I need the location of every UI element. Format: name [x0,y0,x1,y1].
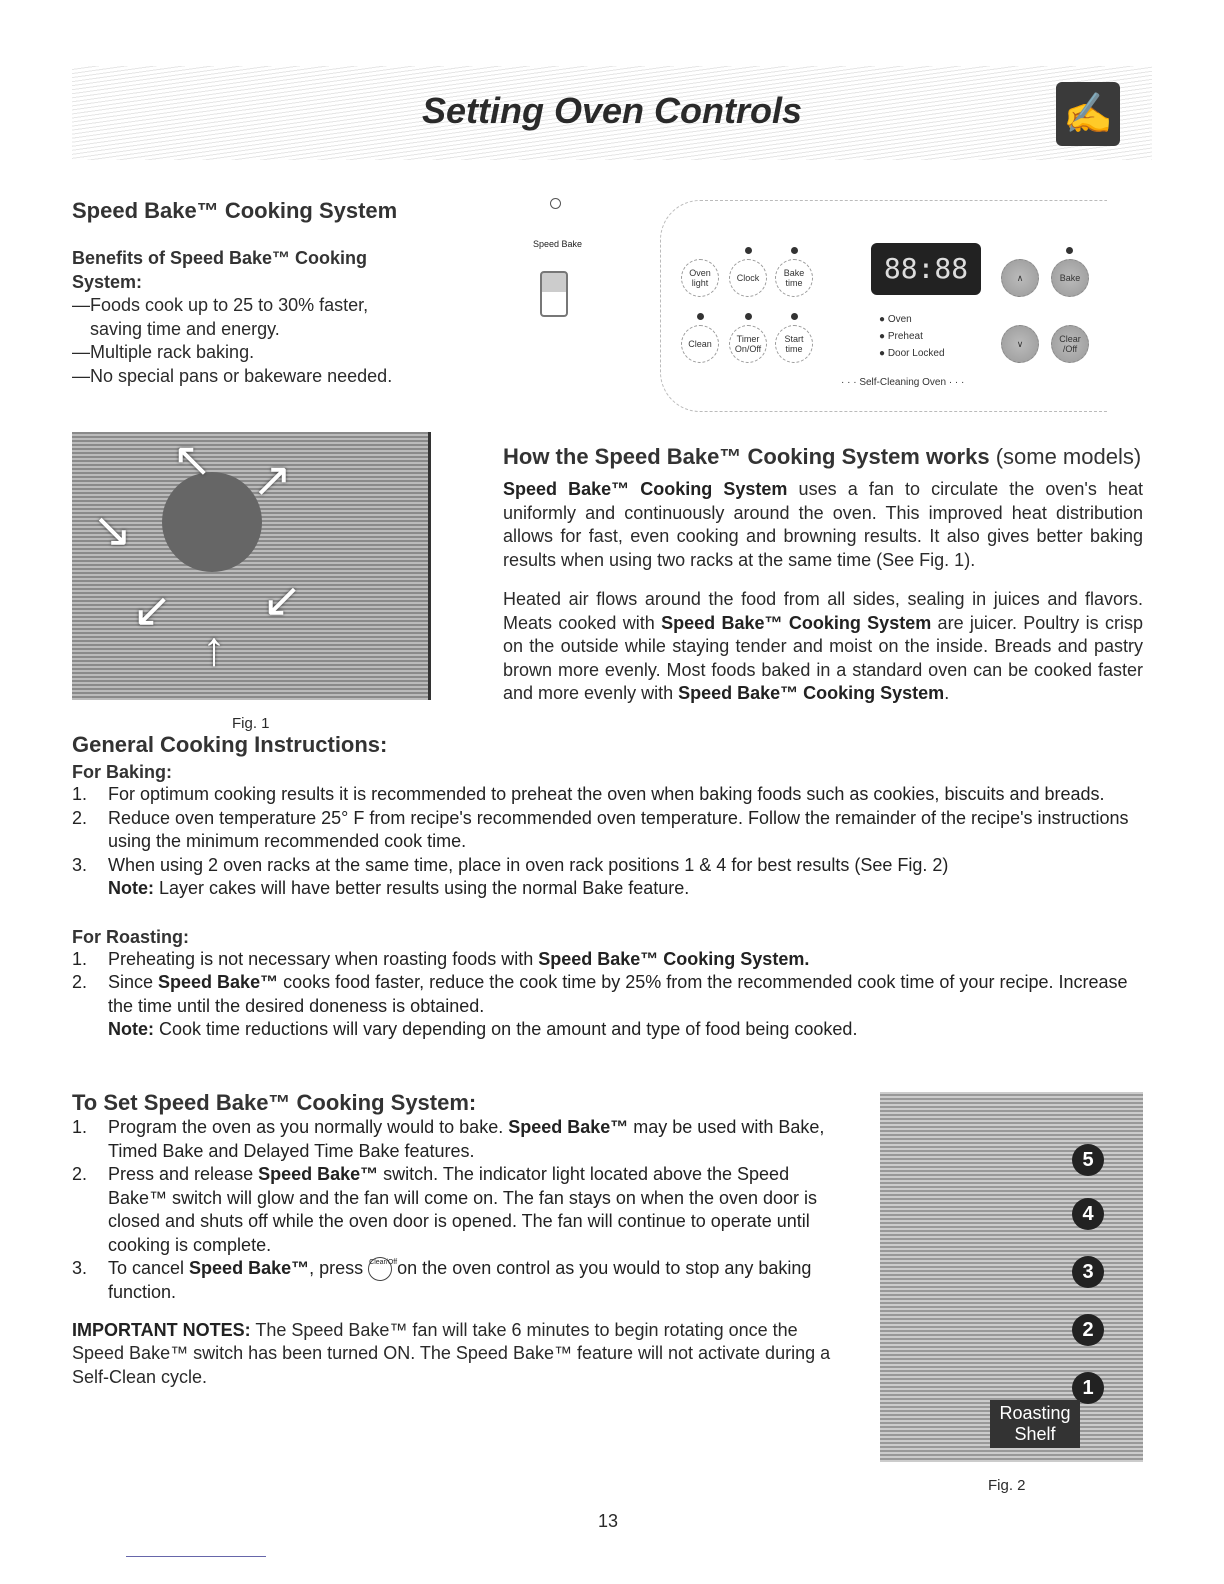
bake-button[interactable]: Bake [1051,259,1089,297]
list-number: 2. [72,1164,88,1184]
paragraph [503,588,1143,706]
airflow-arrow-icon: ↘ [92,504,133,557]
indicator-light-icon [550,198,561,209]
bold-text: Note: [108,1019,154,1039]
speed-bake-intro [72,198,432,388]
airflow-arrow-icon: ↑ [202,623,226,676]
airflow-arrow-icon: ↙ [132,584,173,637]
benefits-title: Benefits of Speed Bake™ Cooking System: [72,248,368,292]
text: Program the oven as you normally would to bake. [108,1117,509,1137]
section-title: General Cooking Instructions: [72,732,388,757]
list-number: 1. [72,784,88,804]
speed-bake-switch-area [533,198,583,317]
text: , press [309,1258,369,1278]
text: Cook time reductions will vary depending on the amount and type of food being cooked. [154,1019,858,1039]
bold-text: Speed Bake™ Cooking System [503,479,788,499]
text: When using 2 oven racks at the same time, place in oven rack positions 1 & 4 for best results (See Fig. 2) [108,854,949,875]
clear-off-icon: Clear/Off [368,1257,392,1281]
list-item [72,1163,842,1257]
rack-position-3: 3 [1072,1256,1104,1288]
fig2-caption: Fig. 2 [988,1477,1026,1494]
benefit-line: —Foods cook up to 25 to 30% faster, [72,295,369,315]
list-number: 2. [72,972,88,992]
general-instructions-section [72,732,1147,1042]
list-item [72,807,1147,854]
list-number: 3. [72,1258,88,1278]
benefit-line: saving time and energy. [90,318,280,339]
text: uses a fan to circulate the oven's heat uniformly and continuously around the oven. This improved heat distribution allows for fast, even cooking and browning results. It also gives better baking results when using two racks at the same time (See Fig. 1). [503,479,1143,570]
section-title: Speed Bake™ Cooking System [72,198,398,223]
text: cooks food faster, reduce the cook time by 25% from the recommended cook time of your recipe. Increase the time until the desired doneness is obtained. [108,972,1128,1016]
text: may be used with Bake, Timed Bake and Delayed Time Bake features. [108,1117,825,1161]
bold-text: Speed Bake™ Cooking System [661,612,932,633]
section-title: To Set Speed Bake™ Cooking System: [72,1090,477,1115]
list-number: 2. [72,807,88,828]
roasting-list [72,948,1147,1042]
airflow-arrow-icon: ↖ [172,434,213,487]
roasting-shelf-label: Roasting Shelf [990,1400,1080,1448]
benefit-line: —Multiple rack baking. [72,342,255,362]
speed-bake-switch[interactable] [540,271,568,317]
section-title-suffix: (some models) [989,444,1142,469]
down-arrow-button[interactable]: ∨ [1001,325,1039,363]
indicator-label: Preheat [887,331,923,342]
text: Heated air flows around the food from all sides, sealing in juices and flavors. Meats cooked with [503,589,1143,633]
panel-footer: · · · Self-Cleaning Oven · · · [841,377,965,388]
subsection-title: For Roasting: [72,926,189,947]
rack-position-5: 5 [1072,1144,1104,1176]
indicator-dot [745,313,752,320]
list-number: 1. [72,1117,88,1137]
text: switch. The indicator light located above the Speed Bake™ switch will glow and the fan will come on. The fan stays on when the oven door is closed and shuts off while the oven door is opened. The fan will continue to operate until cooking is complete. [108,1164,818,1255]
text: on the oven control as you would to stop any baking function. [108,1258,812,1303]
page-title: Setting Oven Controls [421,90,803,131]
important-label: IMPORTANT NOTES: [72,1319,251,1340]
clock-button[interactable]: Clock [729,259,767,297]
text: Since [108,972,159,992]
oven-light-button[interactable]: Oven light [681,259,719,297]
bold-text: Speed Bake™ [258,1164,379,1184]
text: Layer cakes will have better results using the normal Bake feature. [154,878,690,898]
preheat-indicator: ● Preheat [879,331,923,342]
list-item [72,971,1147,1042]
clock-display: 88:88 [871,243,981,295]
subsection-title: For Baking: [72,762,173,782]
rack-position-1: 1 [1072,1372,1104,1404]
switch-label: Speed Bake [533,239,583,249]
indicator-dot [791,247,798,254]
indicator-dot [745,247,752,254]
page-number: 13 [598,1511,619,1531]
bold-text: Speed Bake™ Cooking System [678,683,945,703]
door-locked-indicator: ● Door Locked [879,348,945,359]
text: . [944,683,950,703]
list-item [72,1257,842,1305]
indicator-label: Door Locked [887,348,945,359]
steps-list [72,1116,842,1305]
timer-button[interactable]: Timer On/Off [729,325,767,363]
fig2-rack-photo [880,1092,1143,1462]
bold-text: Speed Bake™ [508,1117,629,1137]
list-number: 3. [72,854,88,875]
list-item [72,783,1147,807]
up-arrow-button[interactable]: ∧ [1001,259,1039,297]
list-item [72,948,1147,972]
list-number: 1. [72,948,88,969]
divider [126,1556,266,1557]
list-item [72,854,1147,901]
important-notes [72,1319,842,1390]
text: Reduce oven temperature 25° F from recipe's recommended oven temperature. Follow the remainder of the recipe's instructions using the minimum recommended cook time. [108,807,1129,851]
rack-position-2: 2 [1072,1314,1104,1346]
start-time-button[interactable]: Start time [775,325,813,363]
indicator-dot [791,313,798,320]
how-it-works-section [503,442,1143,706]
text: Preheating is not necessary when roasting foods with [108,948,539,969]
text: are juicer. Poultry is crisp on the outside while staying tender and moist on the inside. Breads and pastry brown more evenly. Most foods baked in a standard oven can be cooked faster and more evenly with [503,612,1143,703]
baking-list [72,783,1147,901]
list-item [72,1116,842,1163]
section-title: How the Speed Bake™ Cooking System works [503,444,990,469]
airflow-arrow-icon: ↗ [252,454,293,507]
important-text: The Speed Bake™ fan will take 6 minutes to begin rotating once the Speed Bake™ switch has been turned ON. The Speed Bake™ feature will not activate during a Self-Clean cycle. [72,1319,831,1387]
oven-controls-hand-icon: ✍ [1056,82,1120,146]
airflow-arrow-icon: ↙ [262,574,303,627]
control-panel [660,200,1107,412]
bold-text: Note: [108,878,154,898]
text: For optimum cooking results it is recommended to preheat the oven when baking foods such as cookies, biscuits and breads. [108,784,1105,804]
text: Press and release [108,1164,259,1184]
rack-position-4: 4 [1072,1198,1104,1230]
oven-indicator: ● Oven [879,314,912,325]
bold-text: Speed Bake™ [189,1258,310,1278]
bake-time-button[interactable]: Bake time [775,259,813,297]
to-set-section [72,1090,842,1389]
bold-text: Speed Bake™ Cooking System. [538,948,810,969]
benefit-line: —No special pans or bakeware needed. [72,365,393,386]
text: To cancel [108,1258,190,1278]
bold-text: Speed Bake™ [158,972,279,992]
clear-off-button[interactable]: Clear /Off [1051,325,1089,363]
clean-button[interactable]: Clean [681,325,719,363]
fig1-caption: Fig. 1 [232,715,270,732]
indicator-dot [697,313,704,320]
fig1-oven-photo [72,432,431,700]
indicator-dot [1066,247,1073,254]
header-banner [72,66,1152,160]
indicator-label: Oven [887,314,912,325]
paragraph [503,478,1143,572]
